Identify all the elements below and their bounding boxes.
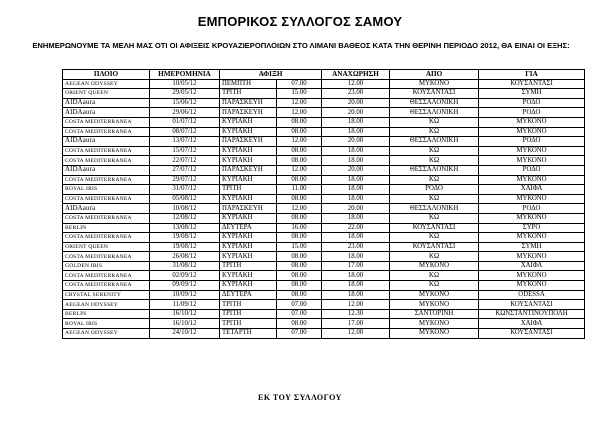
cell-from-port: ΜΥΚΟΝΟ: [390, 79, 479, 89]
table-row: [63, 271, 585, 281]
cell-ship-name: AEGEAN ODYSSEY: [63, 329, 150, 339]
cell-from-port: ΜΥΚΟΝΟ: [390, 300, 479, 310]
cell-ship-name: COSTA MEDITERRANEA: [63, 127, 150, 137]
cell-arrival-time: 07.00: [277, 329, 322, 339]
table-row: [63, 223, 585, 233]
cell-departure-time: 20.00: [322, 98, 390, 108]
table-row: [63, 117, 585, 127]
cell-departure-time: 18.00: [322, 252, 390, 262]
table-row: [63, 319, 585, 329]
cell-ship-name: BERLIN: [63, 223, 150, 233]
cell-from-port: ΚΩ: [390, 271, 479, 281]
cell-ship-name: BERLIN: [63, 309, 150, 319]
cell-departure-time: 18.00: [322, 281, 390, 291]
table-row: [63, 300, 585, 310]
cell-weekday: ΤΡΙΤΗ: [220, 89, 277, 99]
cell-arrival-time: 12.00: [277, 204, 322, 214]
cell-to-port: ΣΥΜΗ: [479, 242, 585, 252]
table-row: [63, 165, 585, 175]
table-row: [63, 281, 585, 291]
cell-date: 15/07/12: [150, 146, 220, 156]
cell-departure-time: 18.00: [322, 271, 390, 281]
cell-to-port: ΡΟΔΟ: [479, 137, 585, 147]
cell-to-port: ΣΥΡΟ: [479, 223, 585, 233]
cell-arrival-time: 08.00: [277, 213, 322, 223]
cell-weekday: ΠΑΡΑΣΚΕΥΗ: [220, 165, 277, 175]
cell-arrival-time: 08.00: [277, 117, 322, 127]
cell-ship-name: AEGEAN ODYSSEY: [63, 300, 150, 310]
cell-weekday: ΤΡΙΤΗ: [220, 300, 277, 310]
cell-arrival-time: 15.00: [277, 89, 322, 99]
cell-ship-name: AIDAaura: [63, 108, 150, 118]
cell-from-port: ΚΟΥΣΑΝΤΑΣΙ: [390, 242, 479, 252]
cell-weekday: ΚΥΡΙΑΚΗ: [220, 242, 277, 252]
cell-ship-name: ROYAL IRIS: [63, 319, 150, 329]
cell-date: 22/07/12: [150, 156, 220, 166]
cell-date: 19/08/12: [150, 233, 220, 243]
cell-ship-name: AIDAaura: [63, 137, 150, 147]
cell-date: 10/09/12: [150, 290, 220, 300]
cell-from-port: ΚΩ: [390, 194, 479, 204]
cell-from-port: ΚΩ: [390, 127, 479, 137]
cell-weekday: ΚΥΡΙΑΚΗ: [220, 146, 277, 156]
cell-to-port: ΚΟΥΣΑΝΤΑΣΙ: [479, 329, 585, 339]
cell-arrival-time: 07.00: [277, 309, 322, 319]
cell-to-port: ΜΥΚΟΝΟ: [479, 252, 585, 262]
cell-departure-time: 20.00: [322, 204, 390, 214]
table-row: [63, 146, 585, 156]
cell-ship-name: ORIENT QUEEN: [63, 242, 150, 252]
table-row: [63, 252, 585, 262]
cell-date: 29/06/12: [150, 108, 220, 118]
header-ship: ΠΛΟΙΟ: [63, 70, 150, 80]
cell-departure-time: 18.00: [322, 175, 390, 185]
cell-date: 08/07/12: [150, 127, 220, 137]
cell-ship-name: ROYAL IRIS: [63, 185, 150, 195]
table-row: [63, 185, 585, 195]
cell-from-port: ΚΩ: [390, 117, 479, 127]
intro-text: ΕΝΗΜΕΡΩΝΟΥΜΕ ΤΑ ΜΕΛΗ ΜΑΣ ΟΤΙ ΟΙ ΑΦΙΞΕΙΣ ΚΡΟΥΑΖΙΕΡΟΠΛΟΙΩΝ ΣΤΟ ΛΙΜΑΝΙ ΒΑΘΕΟΣ ΚΑΤΑ ΤΗΝ ΘΕΡΙΝΗ ΠΕΡΙΟΔΟ 2012, ΘΑ ΕΙΝΑΙ ΟΙ ΕΞΗΣ:: [32, 41, 570, 50]
cell-from-port: ΜΥΚΟΝΟ: [390, 261, 479, 271]
cell-arrival-time: 11.00: [277, 185, 322, 195]
cell-ship-name: COSTA MEDITERRANEA: [63, 156, 150, 166]
cell-to-port: ΚΩΝΣΤΑΝΤΙΝΟΥΠΟΛΗ: [479, 309, 585, 319]
table-row: [63, 213, 585, 223]
cell-date: 31/07/12: [150, 185, 220, 195]
cell-weekday: ΚΥΡΙΑΚΗ: [220, 175, 277, 185]
cell-weekday: ΤΡΙΤΗ: [220, 261, 277, 271]
cell-weekday: ΠΑΡΑΣΚΕΥΗ: [220, 108, 277, 118]
cell-departure-time: 18.00: [322, 213, 390, 223]
cell-weekday: ΠΑΡΑΣΚΕΥΗ: [220, 204, 277, 214]
table-header-row: [63, 70, 585, 80]
cell-ship-name: AEGEAN ODYSSEY: [63, 79, 150, 89]
cell-date: 19/08/12: [150, 242, 220, 252]
cell-date: 13/07/12: [150, 137, 220, 147]
cell-from-port: ΘΕΣΣΑΛΟΝΙΚΗ: [390, 165, 479, 175]
cell-weekday: ΚΥΡΙΑΚΗ: [220, 281, 277, 291]
cell-to-port: ΜΥΚΟΝΟ: [479, 127, 585, 137]
cell-date: 16/10/12: [150, 319, 220, 329]
cell-ship-name: AIDAaura: [63, 204, 150, 214]
cell-ship-name: COSTA MEDITERRANEA: [63, 252, 150, 262]
cell-departure-time: 18.00: [322, 194, 390, 204]
cell-from-port: ΜΥΚΟΝΟ: [390, 319, 479, 329]
cell-date: 12/08/12: [150, 213, 220, 223]
cell-ship-name: COSTA MEDITERRANEA: [63, 281, 150, 291]
cell-date: 05/08/12: [150, 194, 220, 204]
cell-to-port: ΜΥΚΟΝΟ: [479, 175, 585, 185]
cell-departure-time: 18.00: [322, 146, 390, 156]
document-title: ΕΜΠΟΡΙΚΟΣ ΣΥΛΛΟΓΟΣ ΣΑΜΟΥ: [197, 14, 403, 29]
cell-date: 26/08/12: [150, 252, 220, 262]
cell-date: 02/09/12: [150, 271, 220, 281]
cell-to-port: ΧΑΙΦΑ: [479, 261, 585, 271]
table-row: [63, 108, 585, 118]
cruise-schedule-table: [62, 69, 585, 339]
cell-arrival-time: 08.00: [277, 261, 322, 271]
cell-from-port: ΚΩ: [390, 213, 479, 223]
table-row: [63, 175, 585, 185]
cell-departure-time: 12.00: [322, 300, 390, 310]
cell-weekday: ΚΥΡΙΑΚΗ: [220, 233, 277, 243]
cell-to-port: ΡΟΔΟ: [479, 108, 585, 118]
cell-weekday: ΚΥΡΙΑΚΗ: [220, 156, 277, 166]
cell-departure-time: 18.00: [322, 290, 390, 300]
cell-to-port: ΜΥΚΟΝΟ: [479, 213, 585, 223]
cell-arrival-time: 12.00: [277, 165, 322, 175]
cell-to-port: ΧΑΙΦΑ: [479, 185, 585, 195]
cell-to-port: ΣΥΜΗ: [479, 89, 585, 99]
cell-from-port: ΘΕΣΣΑΛΟΝΙΚΗ: [390, 98, 479, 108]
cell-date: 10/08/12: [150, 204, 220, 214]
cell-arrival-time: 07.00: [277, 300, 322, 310]
cell-ship-name: COSTA MEDITERRANEA: [63, 175, 150, 185]
cell-to-port: ΜΥΚΟΝΟ: [479, 156, 585, 166]
cell-ship-name: COSTA MEDITERRANEA: [63, 117, 150, 127]
cell-departure-time: 17.00: [322, 319, 390, 329]
cell-weekday: ΔΕΥΤΕΡΑ: [220, 290, 277, 300]
cell-date: 24/10/12: [150, 329, 220, 339]
cell-from-port: ΚΩ: [390, 146, 479, 156]
cell-ship-name: ORIENT QUEEN: [63, 89, 150, 99]
table-row: [63, 137, 585, 147]
cell-ship-name: GOLDEN IRIS: [63, 261, 150, 271]
cell-to-port: ΜΥΚΟΝΟ: [479, 146, 585, 156]
cell-departure-time: 23.00: [322, 242, 390, 252]
header-to: ΓΙΑ: [479, 70, 585, 80]
cell-weekday: ΚΥΡΙΑΚΗ: [220, 194, 277, 204]
cell-date: 10/05/12: [150, 79, 220, 89]
table-row: [63, 98, 585, 108]
cell-weekday: ΚΥΡΙΑΚΗ: [220, 271, 277, 281]
table-row: [63, 329, 585, 339]
table-row: [63, 156, 585, 166]
cell-arrival-time: 08.00: [277, 271, 322, 281]
cell-date: 31/08/12: [150, 261, 220, 271]
table-row: [63, 233, 585, 243]
cell-from-port: ΣΑΝΤΟΡΙΝΗ: [390, 309, 479, 319]
cell-departure-time: 18.00: [322, 233, 390, 243]
cell-date: 29/05/12: [150, 89, 220, 99]
cell-departure-time: 17.00: [322, 261, 390, 271]
cell-weekday: ΤΡΙΤΗ: [220, 319, 277, 329]
cell-date: 09/09/12: [150, 281, 220, 291]
cell-to-port: ΡΟΔΟ: [479, 204, 585, 214]
cell-from-port: ΚΟΥΣΑΝΤΑΣΙ: [390, 89, 479, 99]
cell-arrival-time: 08.00: [277, 319, 322, 329]
cell-date: 15/06/12: [150, 98, 220, 108]
cell-date: 16/10/12: [150, 309, 220, 319]
cell-weekday: ΠΑΡΑΣΚΕΥΗ: [220, 137, 277, 147]
table-row: [63, 290, 585, 300]
cell-from-port: ΚΟΥΣΑΝΤΑΣΙ: [390, 223, 479, 233]
cell-from-port: ΜΥΚΟΝΟ: [390, 290, 479, 300]
cell-departure-time: 18.00: [322, 185, 390, 195]
cell-departure-time: 18.00: [322, 156, 390, 166]
cell-departure-time: 12.00: [322, 329, 390, 339]
cell-arrival-time: 08.00: [277, 233, 322, 243]
cell-from-port: ΜΥΚΟΝΟ: [390, 329, 479, 339]
cell-date: 27/07/12: [150, 165, 220, 175]
cell-to-port: ΜΥΚΟΝΟ: [479, 194, 585, 204]
cell-date: 29/07/12: [150, 175, 220, 185]
table-row: [63, 309, 585, 319]
cell-to-port: ΜΥΚΟΝΟ: [479, 281, 585, 291]
cell-weekday: ΔΕΥΤΕΡΑ: [220, 223, 277, 233]
cell-arrival-time: 12.00: [277, 98, 322, 108]
table-row: [63, 242, 585, 252]
cell-departure-time: 18.00: [322, 117, 390, 127]
cell-arrival-time: 08.00: [277, 281, 322, 291]
cell-from-port: ΚΩ: [390, 156, 479, 166]
cell-arrival-time: 08.00: [277, 156, 322, 166]
cell-weekday: ΚΥΡΙΑΚΗ: [220, 252, 277, 262]
cell-ship-name: COSTA MEDITERRANEA: [63, 233, 150, 243]
cell-departure-time: 20.00: [322, 165, 390, 175]
cell-arrival-time: 08.00: [277, 194, 322, 204]
cell-arrival-time: 08.00: [277, 290, 322, 300]
table-row: [63, 79, 585, 89]
cell-to-port: ΜΥΚΟΝΟ: [479, 271, 585, 281]
cell-weekday: ΤΡΙΤΗ: [220, 309, 277, 319]
cell-departure-time: 20.00: [322, 137, 390, 147]
cell-departure-time: 12.30: [322, 309, 390, 319]
cell-weekday: ΤΡΙΤΗ: [220, 185, 277, 195]
cell-departure-time: 22.00: [322, 223, 390, 233]
cell-from-port: ΘΕΣΣΑΛΟΝΙΚΗ: [390, 137, 479, 147]
cell-ship-name: AIDAaura: [63, 165, 150, 175]
footer-signature: ΕΚ ΤΟΥ ΣΥΛΛΟΓΟΥ: [258, 393, 342, 402]
cell-from-port: ΘΕΣΣΑΛΟΝΙΚΗ: [390, 108, 479, 118]
cell-date: 11/09/12: [150, 300, 220, 310]
cell-departure-time: 12.00: [322, 79, 390, 89]
cell-ship-name: AIDAaura: [63, 98, 150, 108]
cell-weekday: ΠΑΡΑΣΚΕΥΗ: [220, 98, 277, 108]
cell-arrival-time: 07.00: [277, 79, 322, 89]
cell-ship-name: COSTA MEDITERRANEA: [63, 213, 150, 223]
cell-from-port: ΚΩ: [390, 281, 479, 291]
cell-weekday: ΚΥΡΙΑΚΗ: [220, 213, 277, 223]
cell-arrival-time: 16.00: [277, 223, 322, 233]
cell-to-port: ΜΥΚΟΝΟ: [479, 117, 585, 127]
cell-to-port: ΧΑΙΦΑ: [479, 319, 585, 329]
cell-to-port: ΚΟΥΣΑΝΤΑΣΙ: [479, 300, 585, 310]
table-row: [63, 127, 585, 137]
cell-to-port: ΚΟΥΣΑΝΤΑΣΙ: [479, 79, 585, 89]
table-row: [63, 261, 585, 271]
cell-date: 01/07/12: [150, 117, 220, 127]
header-date: ΗΜΕΡΟΜΗΝΙΑ: [150, 70, 220, 80]
header-departure: ΑΝΑΧΩΡΗΣΗ: [322, 70, 390, 80]
cell-from-port: ΚΩ: [390, 233, 479, 243]
cell-arrival-time: 08.00: [277, 175, 322, 185]
cell-arrival-time: 15.00: [277, 242, 322, 252]
cell-from-port: ΘΕΣΣΑΛΟΝΙΚΗ: [390, 204, 479, 214]
table-row: [63, 89, 585, 99]
header-arrival: ΑΦΙΞΗ: [220, 70, 322, 80]
cell-departure-time: 20.00: [322, 108, 390, 118]
cell-arrival-time: 08.00: [277, 252, 322, 262]
cell-weekday: ΚΥΡΙΑΚΗ: [220, 127, 277, 137]
cell-ship-name: CRYSTAL SERENITY: [63, 290, 150, 300]
header-from: ΑΠΟ: [390, 70, 479, 80]
cell-departure-time: 18.00: [322, 127, 390, 137]
cell-from-port: ΚΩ: [390, 175, 479, 185]
cell-date: 13/08/12: [150, 223, 220, 233]
cell-weekday: ΠΕΜΠΤΗ: [220, 79, 277, 89]
cell-weekday: ΚΥΡΙΑΚΗ: [220, 117, 277, 127]
cell-ship-name: COSTA MEDITERRANEA: [63, 271, 150, 281]
table-row: [63, 204, 585, 214]
cell-ship-name: COSTA MEDITERRANEA: [63, 146, 150, 156]
cell-weekday: ΤΕΤΑΡΤΗ: [220, 329, 277, 339]
cell-departure-time: 23.00: [322, 89, 390, 99]
table-row: [63, 194, 585, 204]
cell-ship-name: COSTA MEDITERRANEA: [63, 194, 150, 204]
cell-to-port: ODESSA: [479, 290, 585, 300]
cell-to-port: ΡΟΔΟ: [479, 98, 585, 108]
cell-arrival-time: 08.00: [277, 146, 322, 156]
cell-arrival-time: 08.00: [277, 127, 322, 137]
cell-arrival-time: 12.00: [277, 137, 322, 147]
cell-to-port: ΡΟΔΟ: [479, 165, 585, 175]
cell-from-port: ΡΟΔΟ: [390, 185, 479, 195]
cell-from-port: ΚΩ: [390, 252, 479, 262]
cell-to-port: ΜΥΚΟΝΟ: [479, 233, 585, 243]
cell-arrival-time: 12.00: [277, 108, 322, 118]
